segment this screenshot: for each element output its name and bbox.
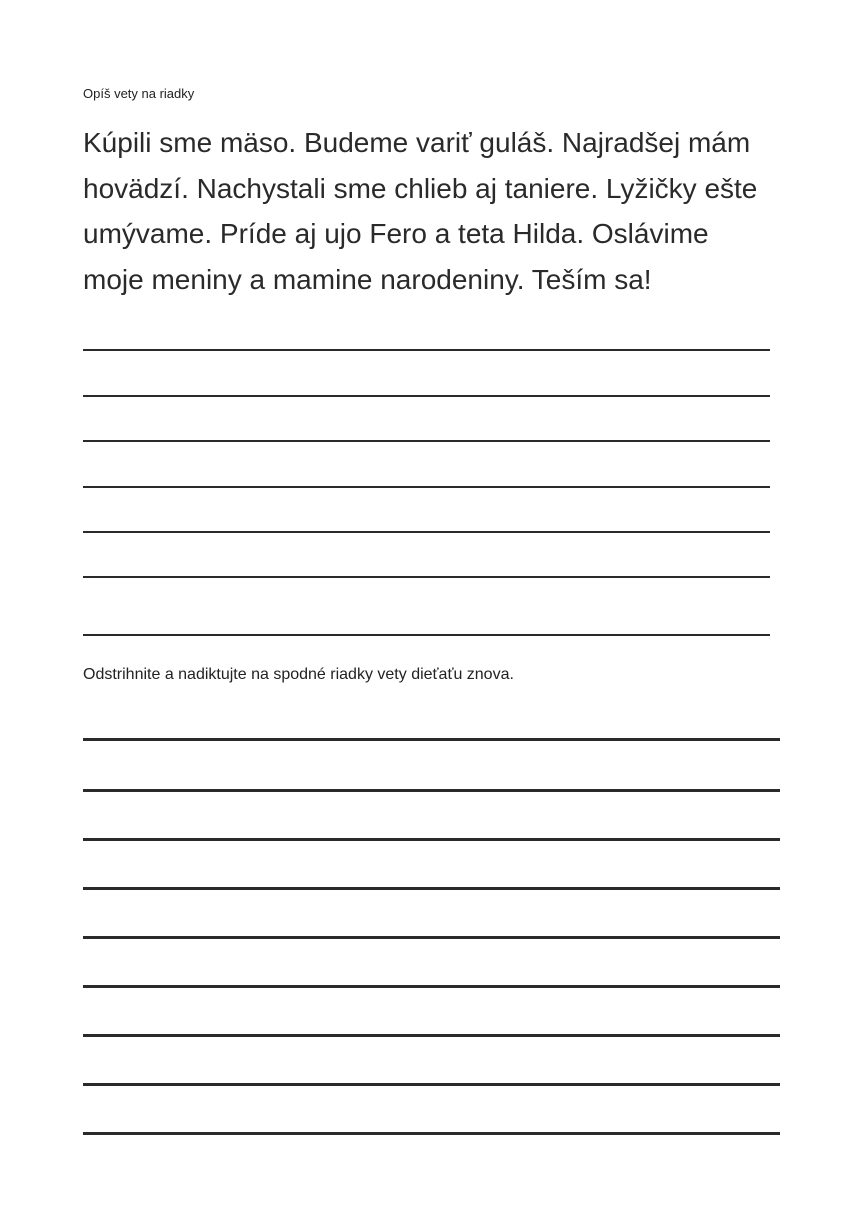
passage-line: hovädzí. Nachystali sme chlieb aj taniere. Lyžičky ešte — [83, 172, 758, 204]
writing-line — [83, 1083, 780, 1086]
writing-line — [83, 1034, 780, 1037]
writing-line — [83, 1132, 780, 1135]
writing-line — [83, 531, 770, 533]
writing-line — [83, 440, 770, 442]
writing-line — [83, 486, 770, 488]
writing-line — [83, 738, 780, 741]
passage-line: umývame. Príde aj ujo Fero a teta Hilda. Oslávime — [83, 218, 709, 249]
writing-line — [83, 349, 770, 351]
dictation-instruction: Odstrihnite a nadiktujte na spodné riadky vety dieťaťu znova. — [83, 666, 514, 683]
writing-line — [83, 789, 780, 792]
writing-line — [83, 395, 770, 397]
passage-line: Kúpili sme mäso. Budeme variť guláš. Najradšej mám — [83, 127, 751, 158]
writing-line — [83, 887, 780, 890]
writing-line — [83, 576, 770, 578]
passage-text — [83, 120, 803, 302]
writing-line — [83, 838, 780, 841]
writing-line — [83, 936, 780, 939]
passage-line: moje meniny a mamine narodeniny. Teším sa! — [83, 263, 652, 295]
writing-line — [83, 985, 780, 988]
copy-instruction: Opíš vety na riadky — [83, 86, 195, 101]
writing-line — [83, 634, 770, 636]
